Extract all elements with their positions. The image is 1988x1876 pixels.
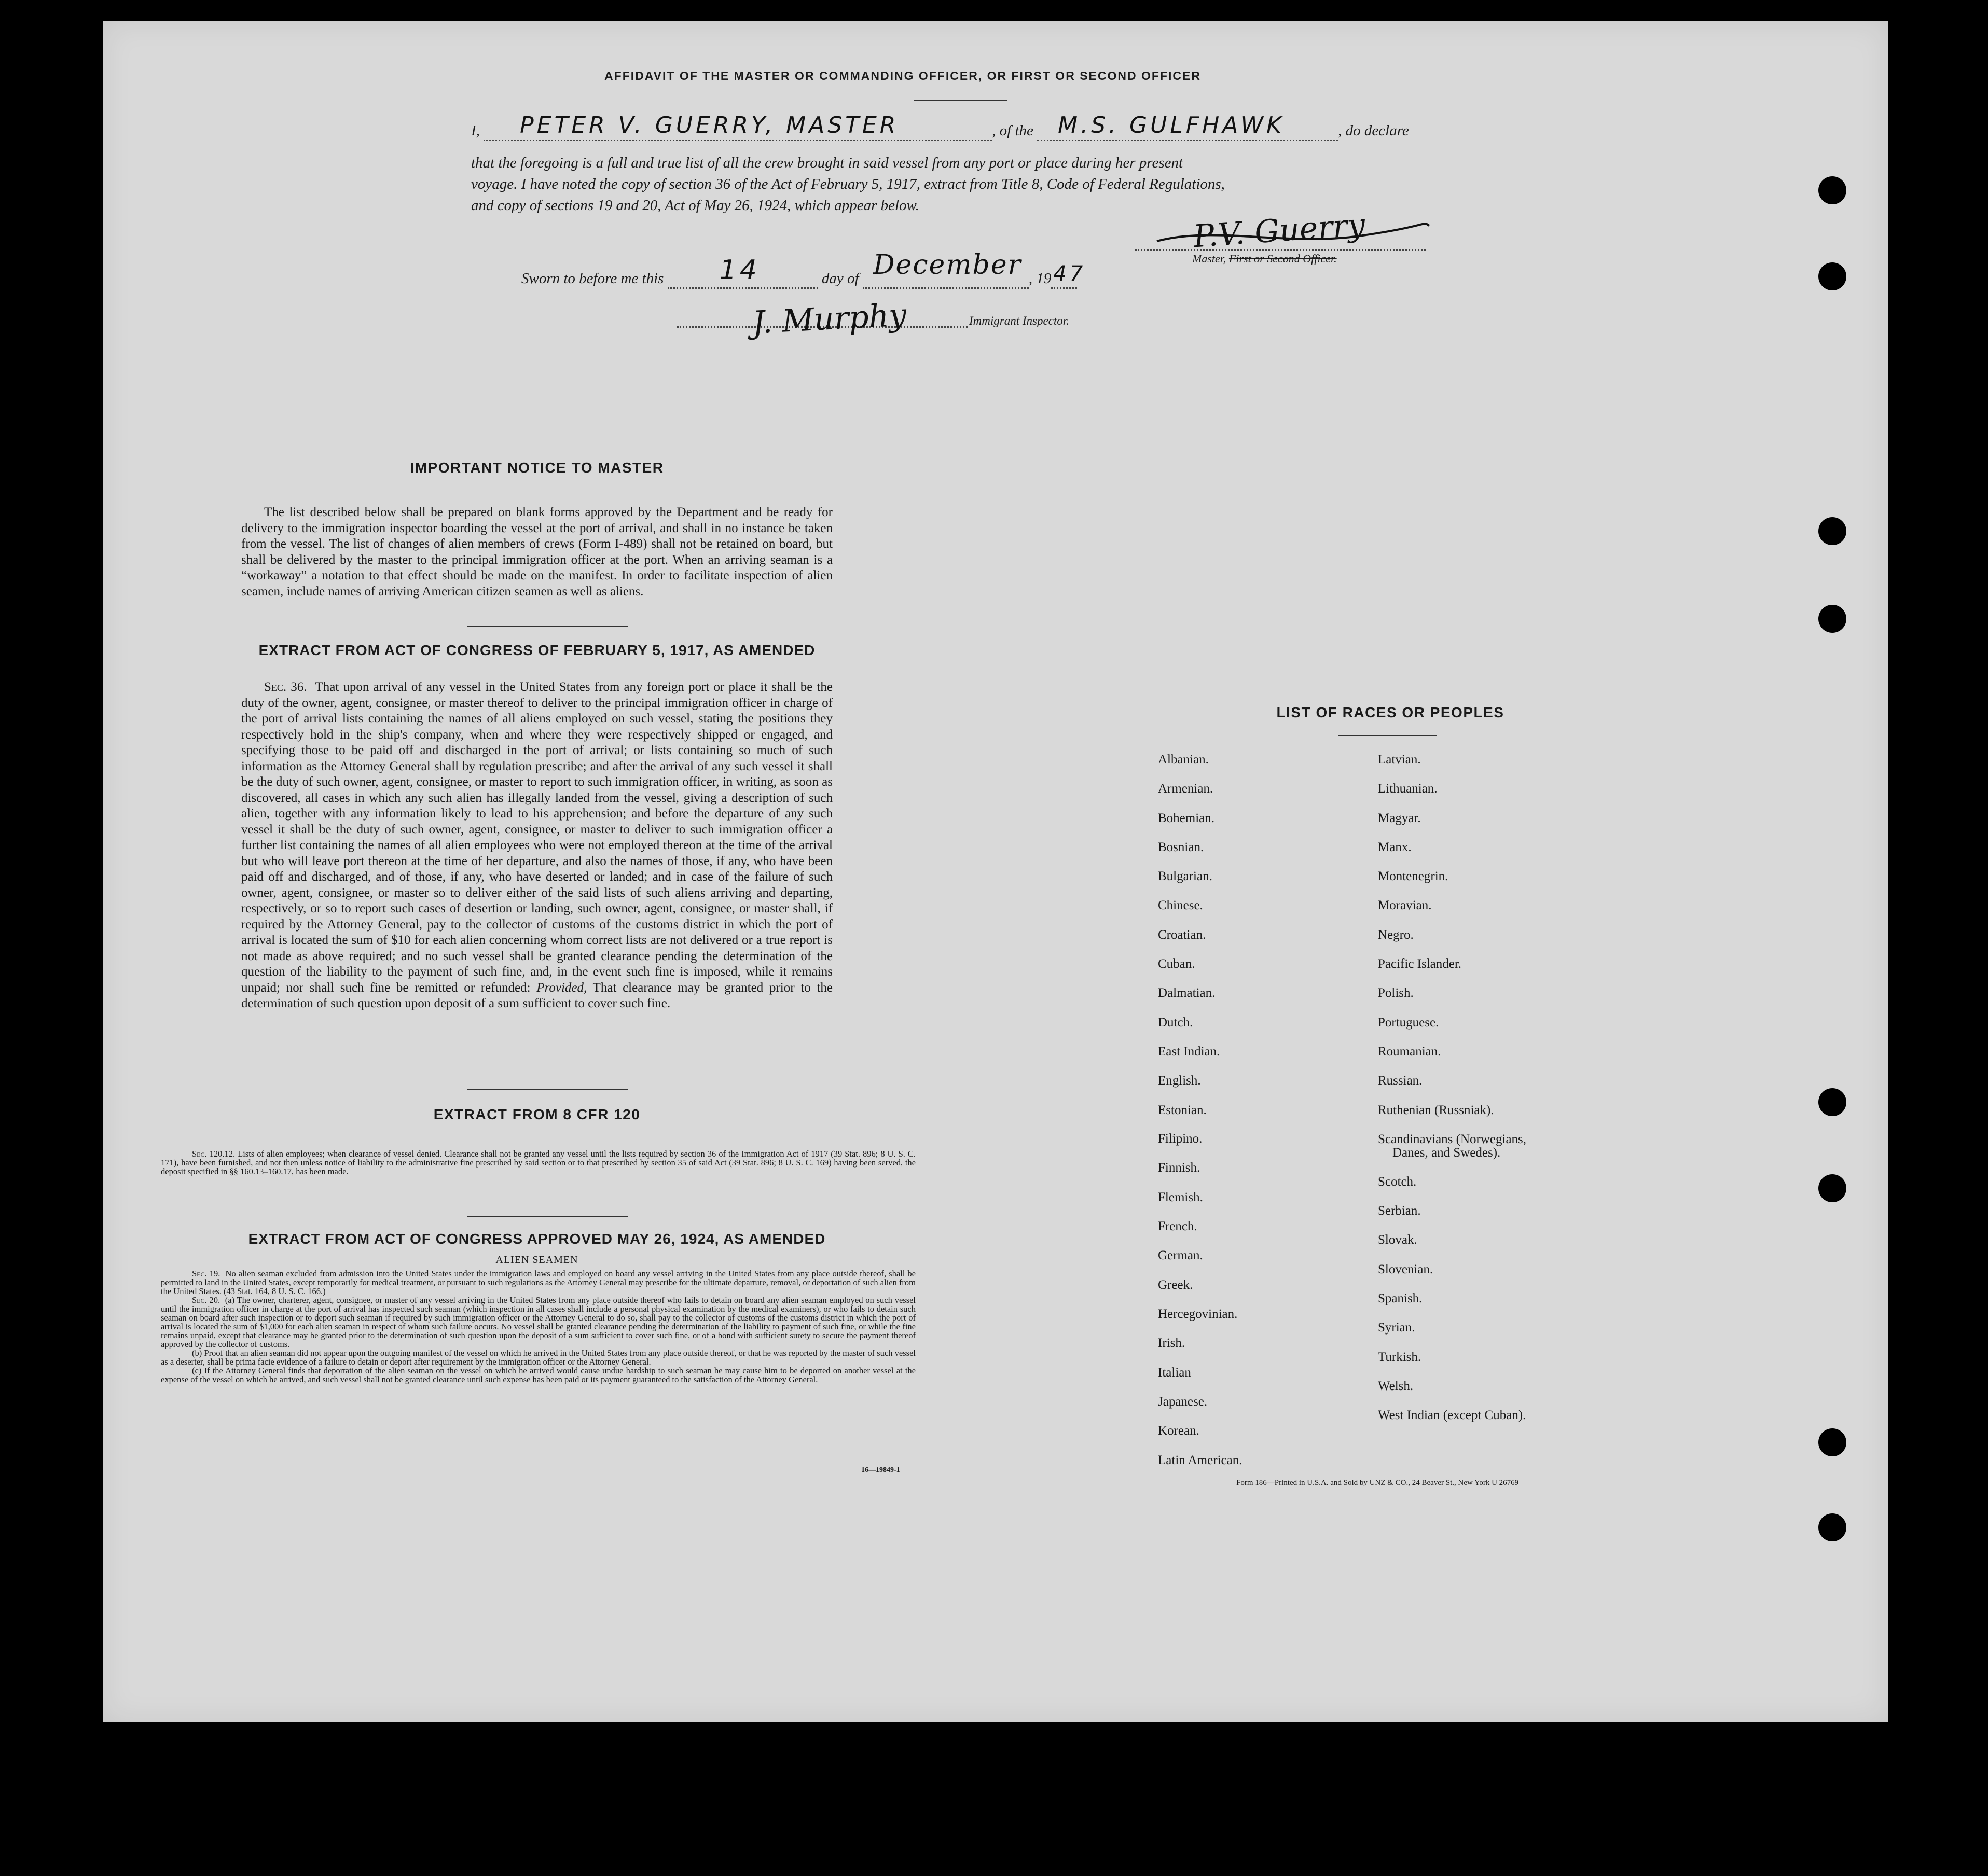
- race-item: Greek.: [1158, 1277, 1193, 1292]
- punch-hole: [1818, 262, 1846, 290]
- section-20a-text: (a) The owner, charterer, agent, consignee, or master of any vessel arriving in the United States from any place outside thereof who fails to detain on board any alien seaman employed on such vessel until the immigration officer in charge at the port of arrival has inspected such seaman (which inspection in all cases shall include a personal physical examination by the medical examiners), or who fails to detain such seaman on board after such inspection or to deport such seaman if required by such immigration officer or the Attorney General to do so, shall pay to the collector of customs of the customs district in which the port of arrival is located the sum of $1,000 for each alien seaman in respect of whom such failure occurs. No vessel shall be granted clearance pending the determination of the liability to payment of such fine, or while the fine remains unpaid, except that clearance may be granted prior to the determination of such question upon the deposit of a sum sufficient to cover such fine, or of a bond with sufficient surety to secure the payment thereof approved by the collector of customs.: [161, 1295, 916, 1349]
- race-item: Danes, and Swedes).: [1392, 1145, 1501, 1160]
- declaration-line-2: that the foregoing is a full and true list of all the crew brought in said vessel from any port or place during her present: [471, 155, 1183, 171]
- race-item: Bosnian.: [1158, 840, 1204, 854]
- act-1924-subtitle: ALIEN SEAMEN: [495, 1254, 578, 1266]
- year-prefix: , 19: [1028, 270, 1052, 287]
- cfr-body: [161, 1149, 916, 1176]
- race-item: Japanese.: [1158, 1394, 1208, 1409]
- race-item: Manx.: [1378, 840, 1412, 854]
- do-declare-label: , do declare: [1338, 122, 1409, 139]
- section-label: Sec. 36.: [264, 680, 307, 694]
- race-item: Negro.: [1378, 927, 1414, 942]
- race-item: Ruthenian (Russniak).: [1378, 1103, 1494, 1117]
- signature-flourish: [1152, 210, 1432, 252]
- day-of-label: day of: [821, 270, 859, 287]
- race-item: West Indian (except Cuban).: [1378, 1408, 1526, 1423]
- declaration-line-1: [471, 112, 1457, 141]
- race-item: Polish.: [1378, 986, 1414, 1000]
- races-column-1: [1158, 745, 1242, 1475]
- month-handwritten: December: [873, 249, 1022, 281]
- inspector-signature: J. Murphy: [751, 297, 907, 341]
- notice-body: [241, 505, 833, 600]
- section-19-text: No alien seaman excluded from admission into the United States under the immigration laws and employed on board any vessel arriving in the United States from any place outside thereof, shall be permitted to land in the United States, except temporarily for medical treatment, or pursuant to such regulations as the Attorney General may prescribe for the ultimate departure, removal, or deportation of such alien from the United States. (43 Stat. 164, 8 U. S. C. 166.): [161, 1269, 916, 1296]
- race-item: Latvian.: [1378, 753, 1421, 767]
- race-item: Latin American.: [1158, 1453, 1242, 1467]
- act-1924-title: EXTRACT FROM ACT OF CONGRESS APPROVED MAY 26, 1924, AS AMENDED: [248, 1231, 826, 1247]
- divider: [467, 1216, 628, 1217]
- race-item: Croatian.: [1158, 927, 1206, 942]
- races-title: LIST OF RACES OR PEOPLES: [1276, 704, 1504, 720]
- act-1917-section-36: [241, 679, 833, 1012]
- section-20c: (c) If the Attorney General finds that deportation of the alien seaman on the vessel on which he arrived would cause undue hardship to such seaman he may cause him to be deported on another vessel at the expense of the vessel on which he arrived, and such vessel shall not be granted clearance until such expense has been paid or its payment guaranteed to the satisfaction of the Attorney General.: [161, 1366, 916, 1384]
- race-item: Russian.: [1378, 1074, 1423, 1088]
- year-field: [1051, 262, 1086, 289]
- race-item: Irish.: [1158, 1336, 1185, 1351]
- act-1917-title: EXTRACT FROM ACT OF CONGRESS OF FEBRUARY 5, 1917, AS AMENDED: [258, 642, 816, 658]
- officer-role-label: [1192, 252, 1337, 266]
- race-item: Korean.: [1158, 1424, 1199, 1438]
- race-item: Lithuanian.: [1378, 782, 1438, 796]
- cfr-title: EXTRACT FROM 8 CFR 120: [433, 1106, 641, 1122]
- race-item: Flemish.: [1158, 1190, 1203, 1204]
- race-item: Slovak.: [1378, 1233, 1417, 1247]
- master-signature: P.V. Guerry: [1192, 206, 1366, 255]
- divider: [467, 1089, 628, 1090]
- race-item: Bohemian.: [1158, 811, 1215, 825]
- struck-officer-label: First or Second Officer.: [1228, 252, 1337, 265]
- race-item: Finnish.: [1158, 1160, 1200, 1175]
- race-item: Hercegovinian.: [1158, 1307, 1238, 1322]
- race-item: Pacific Islander.: [1378, 957, 1462, 971]
- sworn-label: Sworn to before me this: [521, 270, 664, 287]
- race-item: German.: [1158, 1248, 1203, 1263]
- race-item: Magyar.: [1378, 811, 1421, 825]
- race-item: Turkish.: [1378, 1350, 1421, 1364]
- cfr-text: Lists of alien employees; when clearance of vessel denied. Clearance shall not be granted any vessel until the lists required by section 36 of the Immigration Act of 1917 (39 Stat. 896; 8 U. S. C. 171), have been furnished, and not then unless notice of liability to the administrative fine prescribed by said section or to that prescribed by section 35 of said Act (39 Stat. 896; 8 U. S. C. 169) having been served, the deposit specified in §§ 160.13–160.17, has been made.: [161, 1149, 916, 1176]
- section-20b: (b) Proof that an alien seaman did not appear upon the outgoing manifest of the vessel on which he arrived in the United States from any place outside thereof, or that he was reported by the master of such vessel as a deserter, shall be prima facie evidence of a failure to detain or deport after requirement by the immigration officer or the Attorney General.: [161, 1348, 916, 1367]
- race-item: Scotch.: [1378, 1174, 1417, 1189]
- race-item: Slovenian.: [1378, 1262, 1433, 1276]
- race-item: Bulgarian.: [1158, 869, 1212, 884]
- punch-hole: [1818, 605, 1846, 633]
- cfr-section-text: [161, 1149, 916, 1176]
- declaration-line-3: voyage. I have noted the copy of section 36 of the Act of February 5, 1917, extract from Title 8, Code of Federal Regulations,: [471, 176, 1225, 192]
- day-field: [668, 255, 818, 289]
- race-item: Moravian.: [1378, 898, 1432, 913]
- declaration-line-4: and copy of sections 19 and 20, Act of May 26, 1924, which appear below.: [471, 197, 919, 214]
- provided-label: Provided,: [536, 980, 587, 995]
- divider: [914, 100, 1007, 101]
- act-1924-body: [161, 1269, 916, 1384]
- section-label: Sec. 120.12.: [192, 1149, 236, 1159]
- race-item: Dalmatian.: [1158, 986, 1216, 1000]
- punch-hole: [1818, 517, 1846, 545]
- race-item: Spanish.: [1378, 1291, 1423, 1306]
- day-handwritten: 14: [719, 255, 760, 286]
- year-handwritten: 47: [1053, 262, 1086, 286]
- vessel-name-handwritten: M.S. GULFHAWK: [1058, 112, 1285, 138]
- section-label: Sec. 20.: [192, 1295, 220, 1305]
- punch-hole: [1818, 1088, 1846, 1116]
- race-item: English.: [1158, 1074, 1201, 1088]
- vessel-name-field: [1037, 112, 1338, 141]
- race-item: Serbian.: [1378, 1204, 1421, 1218]
- month-field: [863, 249, 1029, 289]
- race-item: Dutch.: [1158, 1015, 1193, 1030]
- master-name-handwritten: PETER V. GUERRY, MASTER: [520, 112, 899, 138]
- divider: [467, 626, 628, 627]
- races-column-2: [1378, 745, 1526, 1430]
- divider: [1338, 735, 1437, 736]
- section-19: [161, 1269, 916, 1296]
- affidavit-title: AFFIDAVIT OF THE MASTER OR COMMANDING OFFICER, OR FIRST OR SECOND OFFICER: [604, 69, 1201, 82]
- section-20a: [161, 1296, 916, 1349]
- race-item: Scandinavians (Norwegians,: [1378, 1132, 1527, 1146]
- race-item: French.: [1158, 1219, 1197, 1234]
- race-item: East Indian.: [1158, 1044, 1220, 1059]
- race-item: Chinese.: [1158, 898, 1203, 913]
- of-the-label: , of the: [992, 122, 1033, 139]
- race-item: Filipino.: [1158, 1131, 1203, 1146]
- race-item: Roumanian.: [1378, 1044, 1441, 1059]
- race-item: Welsh.: [1378, 1379, 1414, 1393]
- punch-hole: [1818, 176, 1846, 204]
- notice-text: The list described below shall be prepared on blank forms approved by the Department and be ready for delivery to the immigration inspector boarding the vessel at the port of arrival, and shall in no instance be taken from the vessel. The list of changes of alien members of crews (Form I-489) shall not be retained on board, but shall be delivered by the master to the principal immigration officer at the port. When an arriving seaman is a “workaway” a notation to that effect should be made on the manifest. In order to facilitate inspection of alien seamen, include names of arriving American citizen seamen as well as aliens.: [241, 505, 833, 599]
- master-label: Master,: [1192, 252, 1226, 265]
- section-36-text-end: That clearance may be granted prior to the determination of such question upon deposit of a sum sufficient to cover such fine.: [241, 980, 833, 1010]
- sworn-line: [521, 249, 1086, 289]
- form-number: 16—19849-1: [861, 1466, 900, 1474]
- race-item: Albanian.: [1158, 753, 1209, 767]
- section-label: Sec. 19.: [192, 1269, 220, 1279]
- master-name-field: [484, 112, 992, 141]
- race-item: Syrian.: [1378, 1321, 1415, 1335]
- race-item: Italian: [1158, 1365, 1191, 1380]
- i-label: I,: [471, 122, 480, 139]
- race-item: Cuban.: [1158, 957, 1195, 971]
- printer-footer: Form 186—Printed in U.S.A. and Sold by UNZ & CO., 24 Beaver St., New York U 26769: [1236, 1479, 1519, 1487]
- race-item: Armenian.: [1158, 782, 1213, 796]
- punch-hole: [1818, 1428, 1846, 1456]
- act-1917-body: [241, 679, 833, 1012]
- race-item: Portuguese.: [1378, 1015, 1439, 1030]
- punch-hole: [1818, 1513, 1846, 1541]
- punch-hole: [1818, 1174, 1846, 1202]
- race-item: Montenegrin.: [1378, 869, 1448, 884]
- notice-title: IMPORTANT NOTICE TO MASTER: [410, 460, 664, 476]
- inspector-label: Immigrant Inspector.: [969, 314, 1069, 327]
- race-item: Estonian.: [1158, 1103, 1207, 1117]
- section-36-text: That upon arrival of any vessel in the United States from any foreign port or place it shall be the duty of the owner, agent, consignee, or master thereof to deliver to the principal immigration officer in charge of the port of arrival lists containing the names of all aliens employed on such vessel, stating the positions they respectively hold in the ship's company, when and where they were respectively shipped or engaged, and specifying those to be paid off and discharged in the port of arrival; or lists containing so much of such information as the Attorney General shall by regulation prescribe; and after the arrival of any such vessel it shall be the duty of such owner, agent, consignee, or master to report to such immigration officer, in writing, as soon as discovered, all cases in which any such alien has illegally landed from the vessel, giving a description of such alien, together with any information likely to lead to his apprehension; and before the departure of any such vessel it shall be the duty of such owner, agent, consignee, or master to deliver to such immigration officer a further list containing the names of all alien employees who were not employed thereon at the time of the arrival but who will leave port thereon at the time of her departure, and also the names of those, if any, who have been paid off and discharged, and of those, if any, who have deserted or landed; and in case of the failure of such owner, agent, consignee, or master so to deliver either of the said lists of such aliens arriving and departing, respectively, or so to report such cases of desertion or landing, such owner, agent, consignee, or master shall, if required by the Attorney General, pay to the collector of customs of the customs district in which the port of arrival is located the sum of $10 for each alien concerning whom correct lists are not delivered or a true report is not made as above required; and no such vessel shall be granted clearance pending the determination of the question of the liability to the payment of such fine, and, in the event such fine is imposed, while it remains unpaid; nor shall such fine be remitted or refunded:: [241, 680, 833, 995]
